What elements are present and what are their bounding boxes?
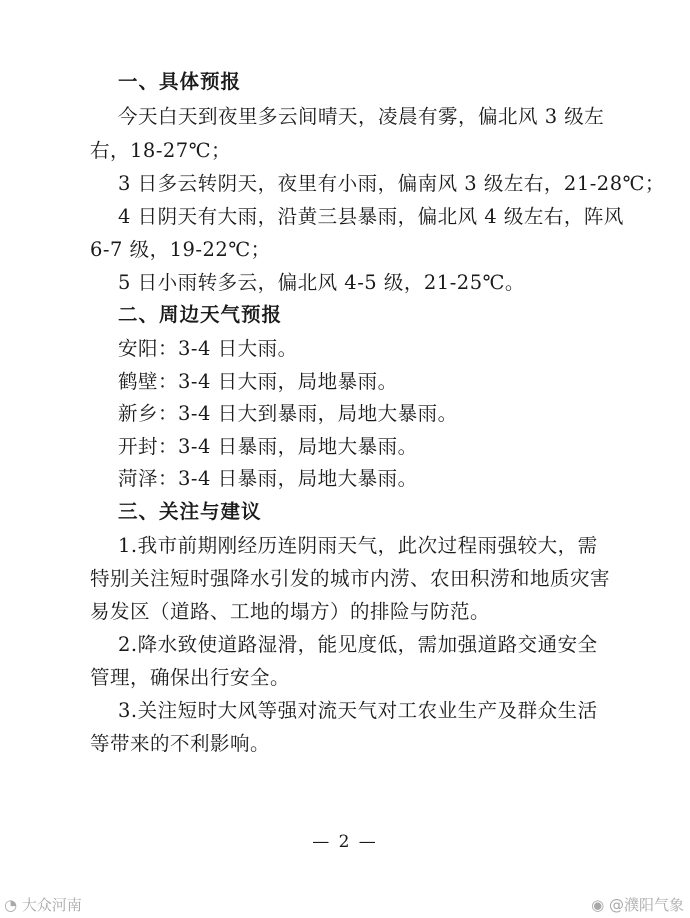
advice-line: 管理，确保出行安全。 bbox=[90, 666, 291, 689]
watermark-logo-icon: ◔ bbox=[4, 896, 18, 914]
advice-line: 2.降水致使道路湿滑，能见度低，需加强道路交通安全 bbox=[118, 633, 598, 656]
forecast-line: 6-7 级，19-22℃； bbox=[90, 238, 271, 261]
advice-line: 3.关注短时大风等强对流天气对工农业生产及群众生活 bbox=[118, 699, 598, 722]
surrounding-forecast-item: 开封：3-4 日暴雨，局地大暴雨。 bbox=[118, 435, 418, 458]
advice-line: 1.我市前期刚经历连阴雨天气，此次过程雨强较大，需 bbox=[118, 534, 598, 557]
forecast-line: 右，18-27℃； bbox=[90, 139, 232, 162]
forecast-line: 3 日多云转阴天，夜里有小雨，偏南风 3 级左右，21-28℃； bbox=[118, 172, 665, 195]
advice-line: 易发区（道路、工地的塌方）的排险与防范。 bbox=[90, 600, 491, 623]
advice-line: 等带来的不利影响。 bbox=[90, 732, 271, 755]
surrounding-forecast-item: 菏泽：3-4 日暴雨，局地大暴雨。 bbox=[118, 467, 418, 490]
weibo-icon: ◉ bbox=[591, 896, 605, 914]
surrounding-forecast-item: 新乡：3-4 日大到暴雨，局地大暴雨。 bbox=[118, 402, 458, 425]
forecast-line: 4 日阴天有大雨，沿黄三县暴雨，偏北风 4 级左右，阵风 bbox=[118, 205, 624, 228]
watermark-left-text: 大众河南 bbox=[21, 896, 82, 914]
page-number: — 2 — bbox=[312, 832, 378, 852]
advice-line: 特别关注短时强降水引发的城市内涝、农田积涝和地质灾害 bbox=[90, 567, 611, 590]
surrounding-forecast-item: 安阳：3-4 日大雨。 bbox=[118, 337, 298, 360]
section-heading-advice: 三、关注与建议 bbox=[118, 500, 262, 523]
watermark-right bbox=[591, 894, 684, 915]
forecast-line: 5 日小雨转多云，偏北风 4-5 级，21-25℃。 bbox=[118, 271, 525, 294]
watermark-left bbox=[4, 894, 82, 915]
section-heading-surrounding: 二、周边天气预报 bbox=[118, 303, 283, 326]
forecast-line: 今天白天到夜里多云间晴天，凌晨有雾，偏北风 3 级左 bbox=[118, 105, 605, 128]
surrounding-forecast-item: 鹤壁：3-4 日大雨，局地暴雨。 bbox=[118, 370, 398, 393]
section-heading-forecast: 一、具体预报 bbox=[118, 70, 242, 93]
watermark-right-text: @濮阳气象 bbox=[608, 896, 684, 914]
